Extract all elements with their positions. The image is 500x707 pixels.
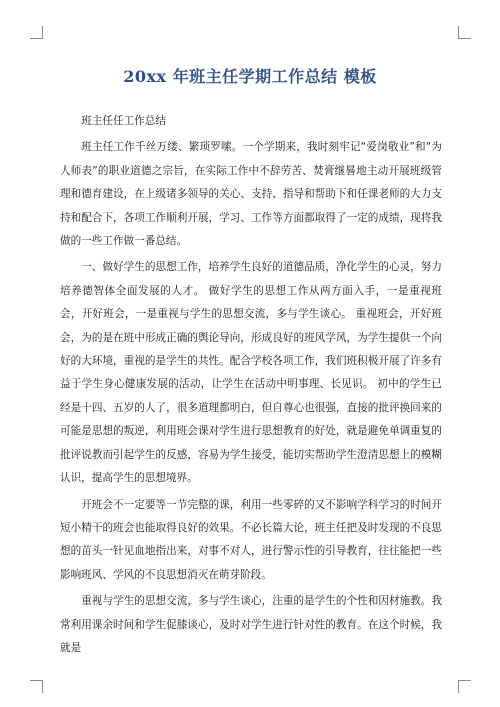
crop-mark-bottom-right [458,680,471,693]
document-body [60,110,442,660]
paragraph-thought-work: 一、做好学生的思想工作，培养学生良好的道德品质，净化学生的心灵，努力培养德智体全面发展的人才。 做好学生的思想工作从两方面入手，一是重视班会，开好班会，一是重视与学生的思想交流，多与学生谈心。 重视班会，开好班会，为的是在班中形成正确的舆论导向，形成良好的班风学风，为学生提供一个向好的大环境，重视的是学生的共性。配合学校各项工作，我们班积极开展了许多有益于学生身心健康发展的活动，让学生在活动中明事理、长见识。 初中的学生已经是十四、五岁的人了，很多道理都明白，但自尊心也很强，直接的批评换回来的可能是思想的叛逆，利用班会课对学生进行思想教育的好处，就是避免单调重复的批评说教而引起学生的反感，容易为学生接受，能切实帮助学生澄清思想上的模糊认识，提高学生的思想境界。 [60,261,442,485]
document-title: 20xx 年班主任学期工作总结 模板 [123,67,377,86]
crop-mark-top-right [458,26,471,39]
paragraph-class-meeting: 开班会不一定要等一节完整的课，利用一些零碎的又不影响学科学习的时间开短小精干的班会也能取得良好的效果。不必长篇大论，班主任把及时发现的不良思想的苗头一针见血地指出来，对事不对人，进行警示性的引导教育，往往能把一些影响班风、学风的不良思想消灭在萌芽阶段。 [60,498,442,581]
paragraph-student-talks: 重视与学生的思想交流，多与学生谈心，注重的是学生的个性和因材施教。我常利用课余时间和学生促膝谈心，及时对学生进行针对性的教育。在这个时候，我就是 [60,595,442,654]
crop-mark-bottom-left [30,680,43,693]
section-heading: 班主任任工作总结 [81,115,166,127]
paragraph-intro: 班主任工作千丝万缕、繁琐罗嗦。一个学期来，我时刻牢记“爱岗敬业”和“为人师表”的职业道德之宗旨，在实际工作中不辞劳苦、焚膏继晷地主动开展班级管理和德育建设，在上级诸多领导的关心、支持、指导和帮助下和任课老师的大力支持和配合下，各项工作顺利开展，学习、工作等方面都取得了一定的成绩，现将我做的一些工作做一番总结。 [60,141,442,248]
crop-mark-top-left [30,26,43,39]
